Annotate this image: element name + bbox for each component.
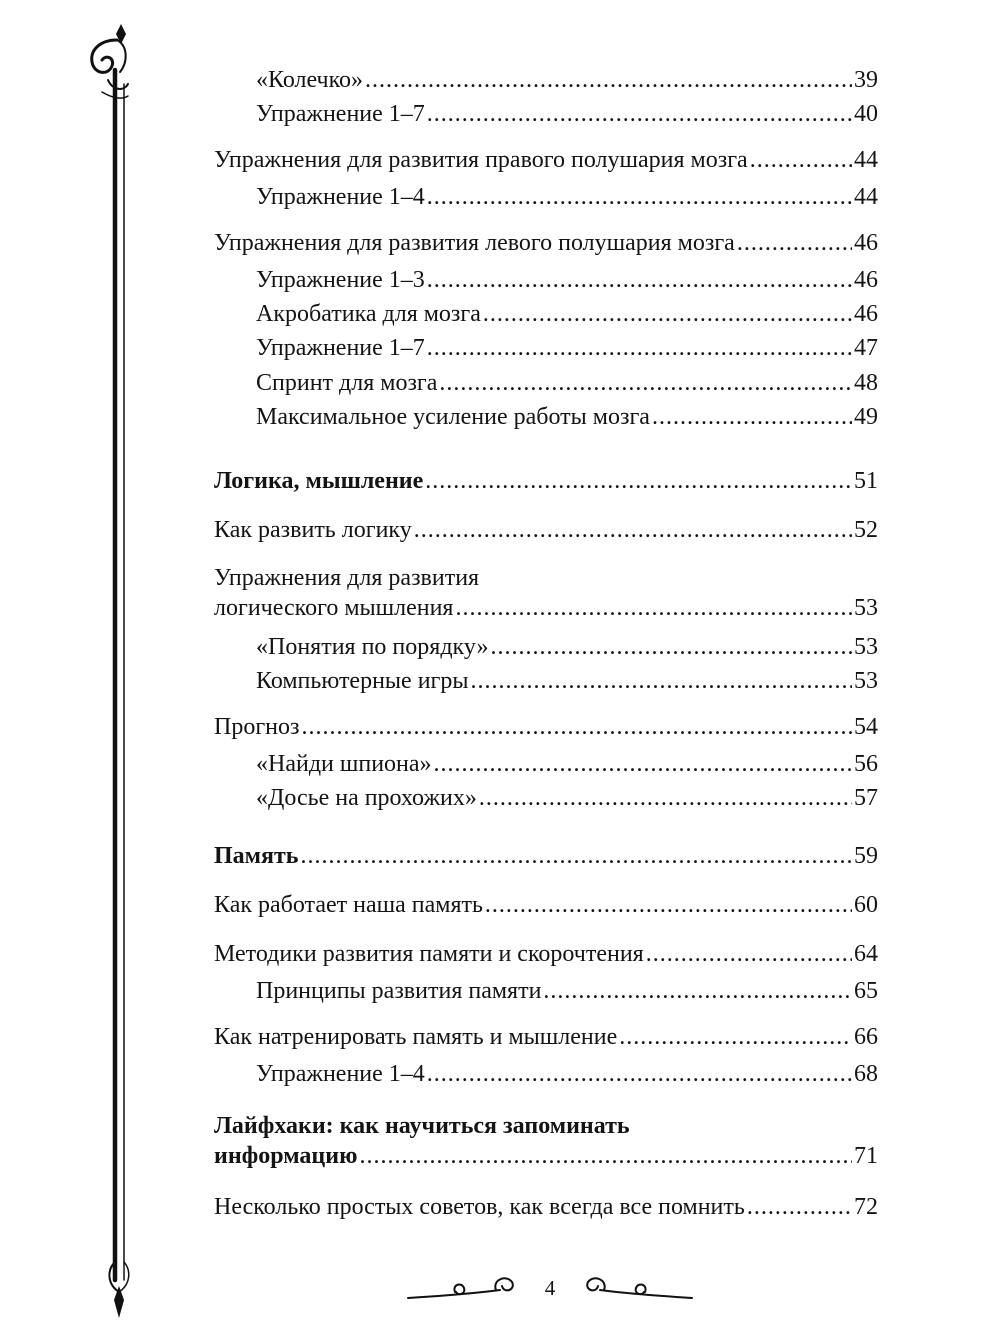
toc-entry[interactable] [256, 1059, 878, 1089]
dot-leader [427, 182, 852, 212]
dot-leader [427, 265, 852, 295]
scroll-ornament-icon [92, 40, 117, 72]
toc-entry[interactable] [214, 890, 878, 920]
dot-leader [747, 1192, 852, 1222]
toc-entry-title: Упражнение 1–7 [256, 335, 425, 361]
toc-entry-page: 65 [854, 978, 878, 1004]
toc-entry-page: 52 [854, 517, 878, 543]
toc-entry-page: 53 [854, 595, 878, 621]
toc-entry-title: Принципы развития памяти [256, 978, 542, 1004]
dot-leader [302, 712, 853, 742]
toc-section-entry[interactable] [214, 841, 878, 871]
toc-entry-page: 44 [854, 147, 878, 173]
toc-entry[interactable] [214, 145, 878, 175]
toc-entry-page: 46 [854, 230, 878, 256]
toc-entry[interactable] [256, 783, 878, 813]
dot-leader [479, 783, 852, 813]
toc-entry-title: «Колечко» [256, 67, 364, 93]
toc-entry-page: 56 [854, 751, 878, 777]
toc-entry-page: 53 [854, 634, 878, 660]
page-number: 4 [544, 1276, 556, 1300]
toc-entry-page: 64 [854, 941, 878, 967]
toc-entry-title: Упражнение 1–3 [256, 267, 425, 293]
dot-leader [359, 1141, 852, 1171]
dot-leader [652, 402, 852, 432]
toc-entry-title: «Досье на прохожих» [256, 785, 477, 811]
toc-entry-title: Упражнение 1–7 [256, 101, 425, 127]
toc-entry-title: Как работает наша память [214, 892, 483, 918]
toc-entry[interactable] [256, 976, 878, 1006]
toc-entry-title: Как натренировать память и мышление [214, 1024, 618, 1050]
toc-entry-title-line1: Лайфхаки: как научиться запоминать [214, 1113, 630, 1139]
toc-entry-page: 68 [854, 1061, 878, 1087]
toc-entry-page: 51 [854, 468, 878, 494]
toc-entry-title: «Найди шпиона» [256, 751, 432, 777]
toc-entry-title: Упражнение 1–4 [256, 1061, 425, 1087]
toc-entry[interactable] [256, 65, 878, 95]
toc-entry[interactable] [214, 1022, 878, 1052]
dot-leader [427, 99, 852, 129]
dot-leader [485, 890, 852, 920]
toc-entry-title-line1: Упражнения для развития [214, 565, 480, 591]
toc-entry[interactable] [214, 228, 878, 258]
toc-entry-page: 53 [854, 668, 878, 694]
toc-entry-page: 47 [854, 335, 878, 361]
toc-entry-title: Акробатика для мозга [256, 301, 481, 327]
dot-leader [455, 593, 852, 623]
toc-entry-title: Максимальное усиление работы мозга [256, 404, 650, 430]
toc-entry[interactable] [256, 265, 878, 295]
toc-entry-title: Несколько простых советов, как всегда все помнить [214, 1194, 745, 1220]
toc-entry-page: 49 [854, 404, 878, 430]
toc-entry-title: Компьютерные игры [256, 668, 469, 694]
dot-leader [427, 1059, 852, 1089]
page-footer [400, 1268, 700, 1308]
dot-leader [471, 666, 852, 696]
toc-entry[interactable] [214, 1192, 878, 1222]
toc-entry[interactable] [256, 749, 878, 779]
dot-leader [425, 466, 852, 496]
toc-entry[interactable] [214, 563, 878, 625]
dot-leader [434, 749, 852, 779]
dot-leader [365, 65, 852, 95]
toc-entry-page: 48 [854, 370, 878, 396]
toc-entry-title: Прогноз [214, 714, 300, 740]
ornamental-border [0, 0, 200, 1333]
toc-entry-title: логического мышления [214, 595, 454, 621]
dot-leader [439, 368, 852, 398]
dot-leader [543, 976, 852, 1006]
toc-entry-title: Методики развития памяти и скорочтения [214, 941, 644, 967]
toc-entry-page: 44 [854, 184, 878, 210]
toc-entry-page: 54 [854, 714, 878, 740]
dot-leader [300, 841, 852, 871]
toc-entry-title: Упражнения для развития правого полушария мозга [214, 147, 748, 173]
toc-entry-page: 59 [854, 843, 878, 869]
dot-leader [737, 228, 852, 258]
toc-entry-title: информацию [214, 1143, 358, 1169]
toc-entry-page: 46 [854, 301, 878, 327]
toc-section-entry[interactable] [214, 466, 878, 496]
toc-entry[interactable] [256, 299, 878, 329]
toc-entry-title: «Понятия по порядку» [256, 634, 489, 660]
toc-entry[interactable] [256, 632, 878, 662]
toc-entry-page: 39 [854, 67, 878, 93]
toc-entry[interactable] [256, 666, 878, 696]
toc-entry-page: 66 [854, 1024, 878, 1050]
toc-entry-title: Как развить логику [214, 517, 412, 543]
toc-entry-title: Упражнения для развития левого полушария мозга [214, 230, 735, 256]
toc-entry-title: Спринт для мозга [256, 370, 438, 396]
toc-entry[interactable] [214, 712, 878, 742]
dot-leader [619, 1022, 852, 1052]
dot-leader [427, 333, 852, 363]
toc-entry-page: 71 [854, 1143, 878, 1169]
dot-leader [483, 299, 852, 329]
toc-entry[interactable] [256, 182, 878, 212]
toc-entry-page: 60 [854, 892, 878, 918]
toc-entry-page: 57 [854, 785, 878, 811]
toc-entry-page: 40 [854, 101, 878, 127]
toc-entry[interactable] [256, 368, 878, 398]
toc-entry-title: Упражнение 1–4 [256, 184, 425, 210]
dot-leader [490, 632, 852, 662]
toc-section-entry[interactable] [214, 1111, 878, 1173]
toc-entry-page: 72 [854, 1194, 878, 1220]
toc-entry[interactable] [214, 515, 878, 545]
toc-entry[interactable] [256, 402, 878, 432]
dot-leader [646, 939, 852, 969]
toc-entry-page: 46 [854, 267, 878, 293]
toc-entry-title: Логика, мышление [214, 468, 424, 494]
toc-entry[interactable] [256, 99, 878, 129]
dot-leader [750, 145, 852, 175]
toc-entry[interactable] [256, 333, 878, 363]
toc-entry[interactable] [214, 939, 878, 969]
toc-entry-title: Память [214, 843, 299, 869]
dot-leader [414, 515, 852, 545]
